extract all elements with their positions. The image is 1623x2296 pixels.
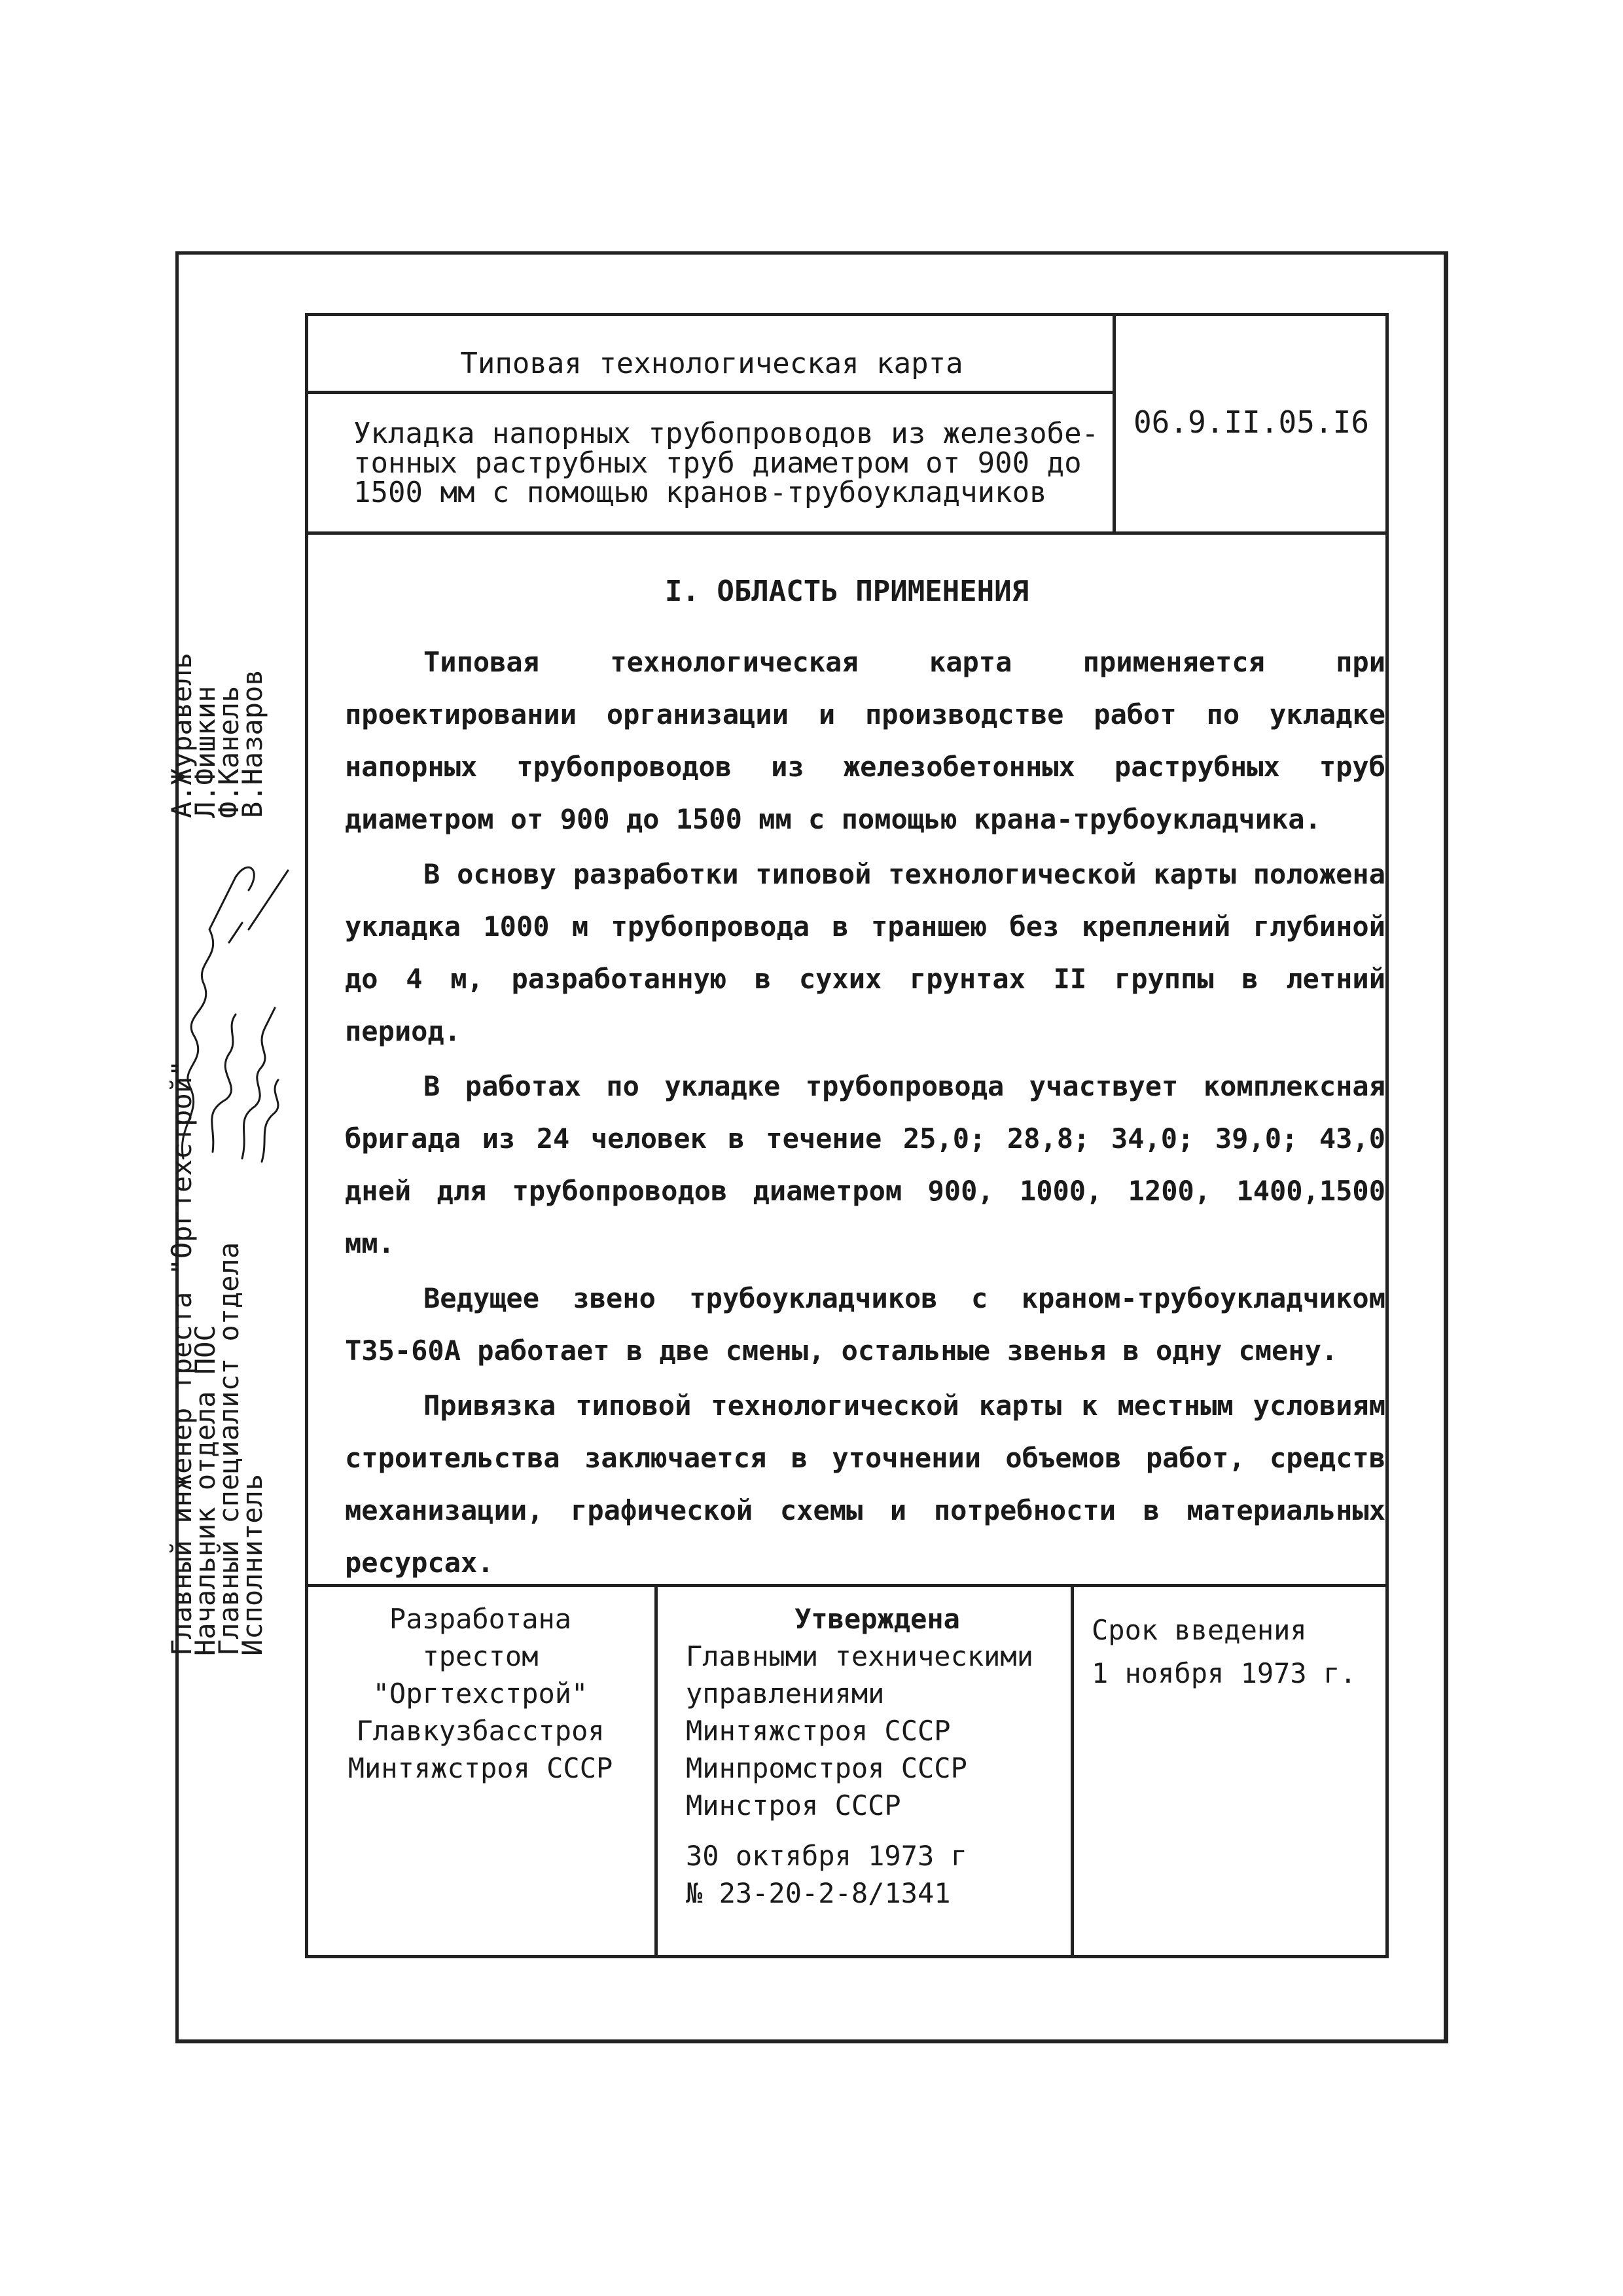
footer-divider-left xyxy=(654,1584,658,1958)
paragraph: Типовая технологическая карта применяется при проектировании организации и производстве работ по укладке напорных трубопроводов из железобетонных раструбных труб диаметром от 900 до 1500 мм с помощью крана-трубоукладчика. xyxy=(345,646,1385,835)
paragraph: В работах по укладке трубопровода участвует комплексная бригада из 24 человек в течение 25,0; 28,8; 34,0; 39,0; 43,0 дней для трубопроводов диаметром 900, 1000, 1200, 1400,1500 мм. xyxy=(345,1070,1385,1259)
approved-number: № 23-20-2-8/1341 xyxy=(686,1877,951,1909)
approved-line: управлениями xyxy=(686,1677,885,1710)
header-divider-vertical xyxy=(1113,313,1116,534)
header-divider-bottom xyxy=(305,531,1389,535)
section-title: I. ОБЛАСТЬ ПРИМЕНЕНИЯ xyxy=(664,575,1029,608)
header-divider-title xyxy=(305,391,1114,394)
developed-line: Разработана xyxy=(389,1603,572,1635)
section-body xyxy=(345,636,1385,1589)
developed-line: трестом xyxy=(422,1640,539,1672)
paragraph: Ведущее звено трубоукладчиков с краном-трубоукладчиком Т35-60А работает в две смены, остальные звенья в одну смену. xyxy=(345,1282,1385,1367)
approved-heading: Утверждена xyxy=(794,1603,960,1635)
footer-divider-top xyxy=(305,1584,1389,1587)
card-type-title: Типовая технологическая карта xyxy=(460,347,963,380)
paragraph: Привязка типовой технологической карты к местным условиям строительства заключается в уточнении объемов работ, средств механизации, графической схемы и потребности в материальных ресурсах. xyxy=(345,1390,1385,1579)
approved-line: Минтяжстроя СССР xyxy=(686,1715,951,1747)
card-code: 06.9.II.05.I6 xyxy=(1133,404,1370,440)
effective-label: Срок введения xyxy=(1092,1614,1307,1646)
paragraph: В основу разработки типовой технологической карты положена укладка 1000 м трубопровода в траншею без креплений глубиной до 4 м, разработанную в сухих грунтах II группы в летний период. xyxy=(345,858,1385,1047)
side-stamp-names: А.Журавель Л.Фишкин Ф.Канель В.Назаров xyxy=(166,653,268,818)
side-stamp-positions: Главный инженер треста "Оргтехстрой" Начальник отдела ПОС Главный специалист отдела Исполнитель xyxy=(166,1060,268,1656)
card-subject: Укладка напорных трубопроводов из железобе- тонных раструбных труб диаметром от 900 до 1500 мм с помощью кранов-трубоукладчиков xyxy=(353,417,1099,509)
approved-date: 30 октября 1973 г xyxy=(686,1840,967,1872)
approved-line: Главными техническими xyxy=(686,1640,1034,1672)
developed-line: Минтяжстроя СССР xyxy=(348,1752,613,1784)
approved-line: Минстроя СССР xyxy=(686,1789,901,1821)
signatures-image xyxy=(164,851,294,1165)
developed-line: "Оргтехстрой" xyxy=(372,1677,588,1710)
footer-divider-right xyxy=(1071,1584,1074,1958)
developed-line: Главкузбасстроя xyxy=(356,1715,605,1747)
approved-by-block xyxy=(686,1600,1069,1912)
effective-block xyxy=(1092,1609,1380,1695)
developed-by-block xyxy=(308,1600,653,1787)
approved-line: Минпромстроя СССР xyxy=(686,1752,967,1784)
effective-date: 1 ноября 1973 г. xyxy=(1092,1657,1357,1689)
